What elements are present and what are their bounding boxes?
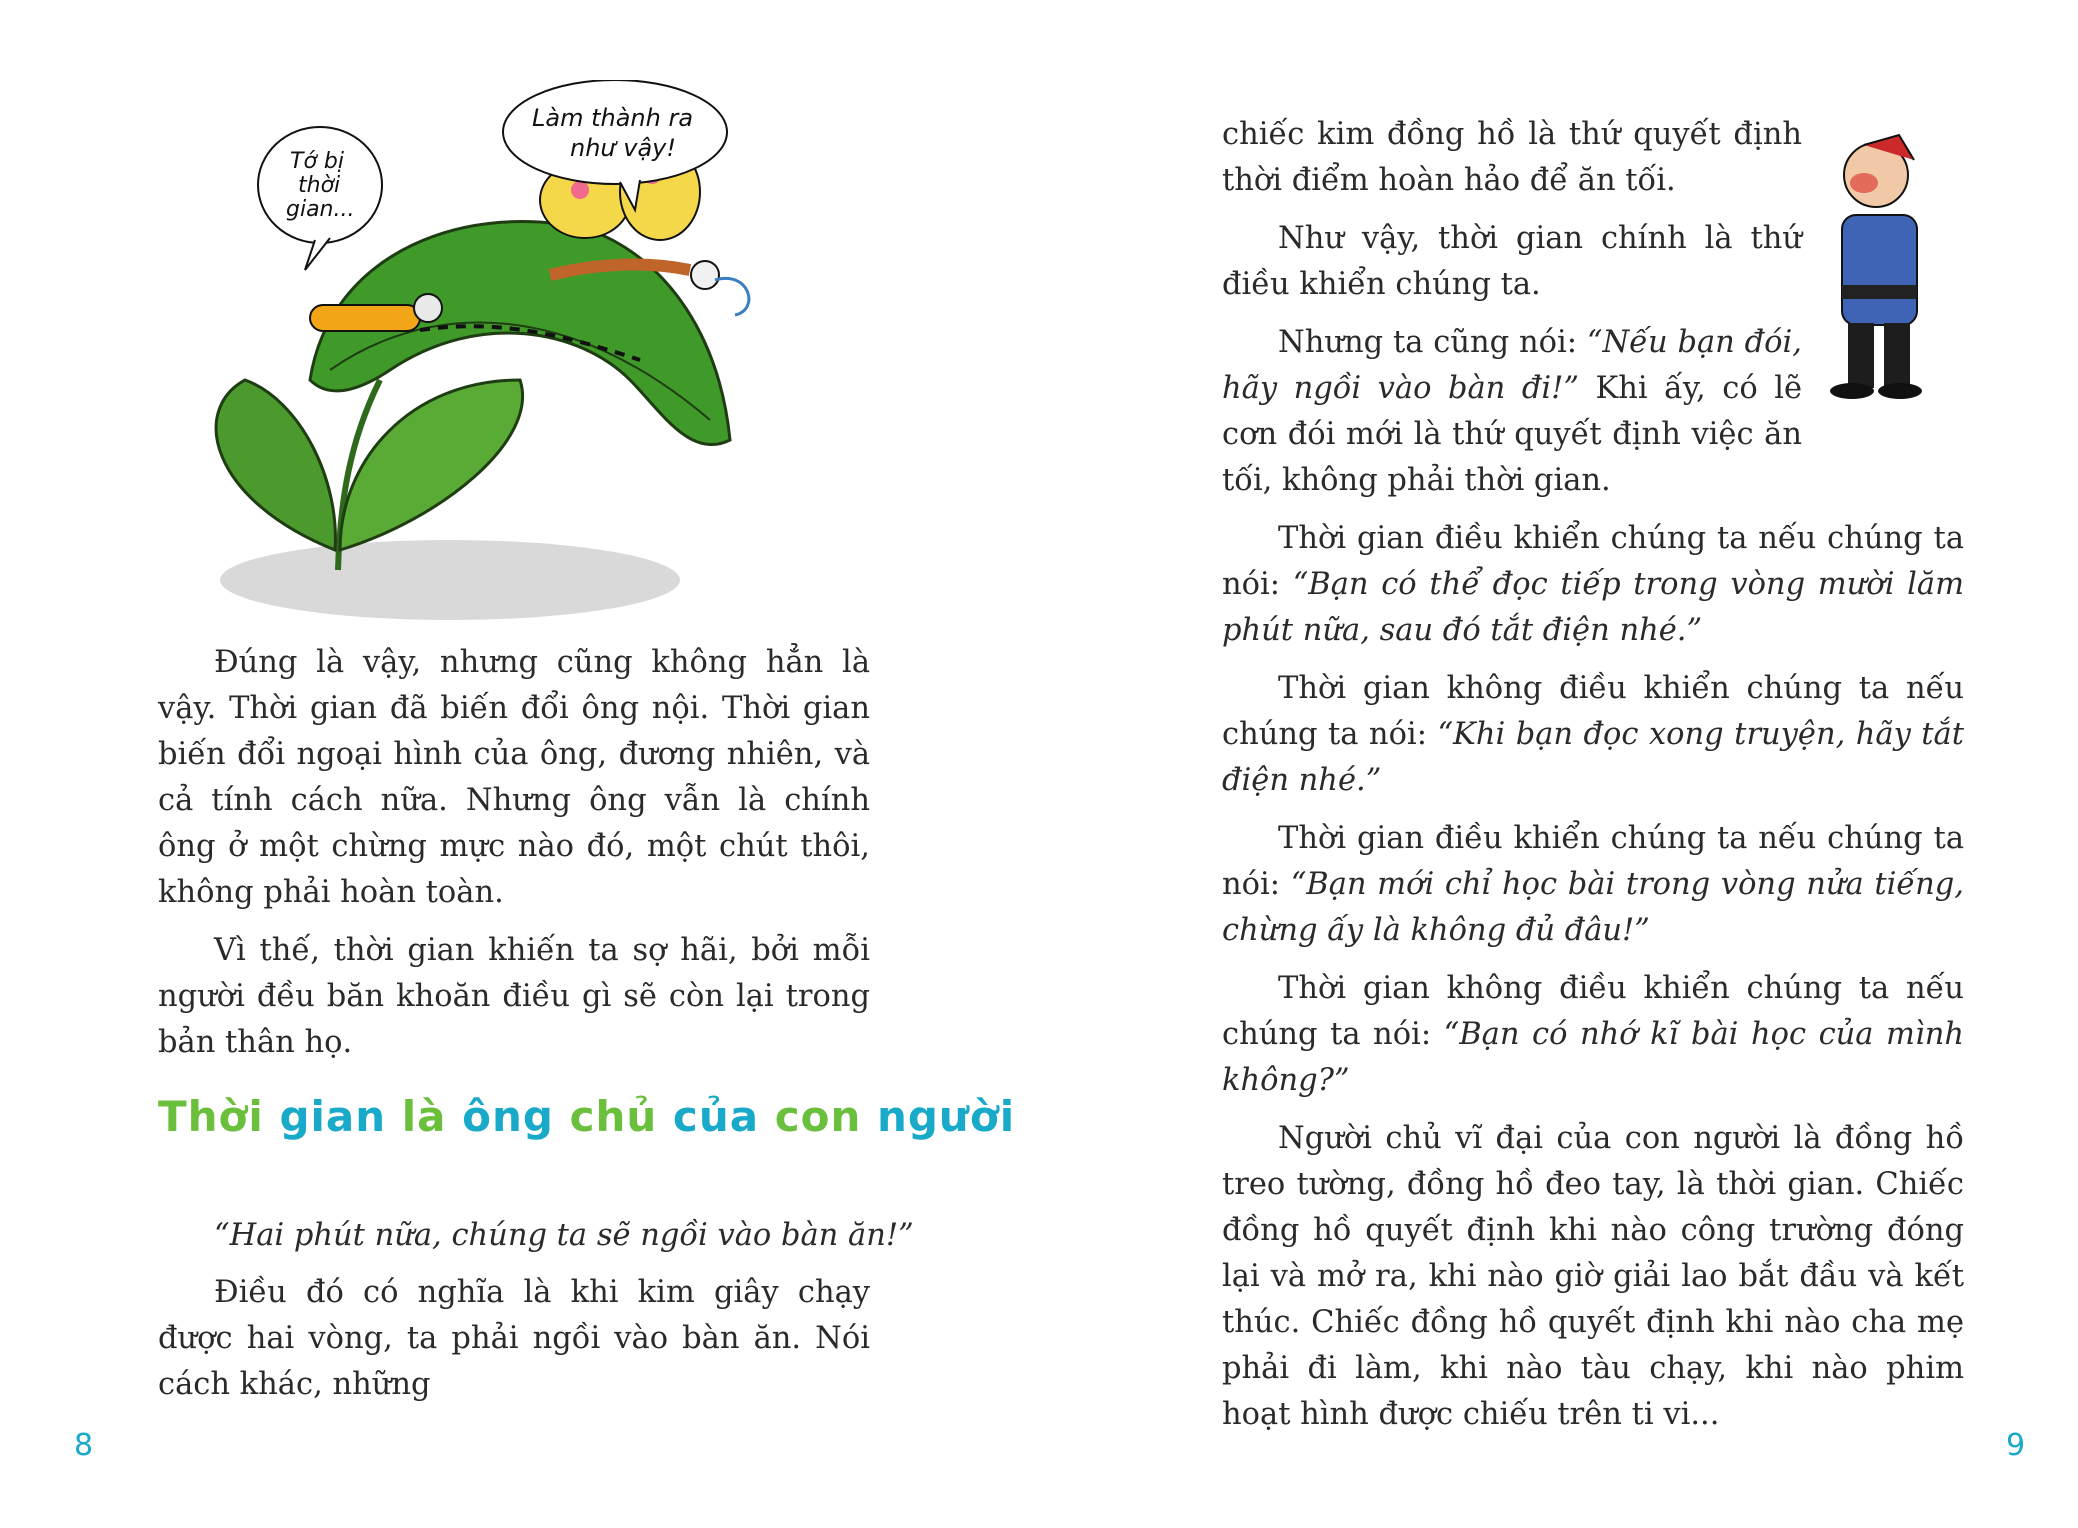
bubble-2-line-1: Làm thành ra (532, 104, 694, 132)
p4-quote: “Bạn có thể đọc tiếp trong vòng mười lăm phút nữa, sau đó tắt điện nhé.” (1222, 567, 1964, 648)
p7-quote: “Bạn có nhớ kĩ bài học của mình không?” (1222, 1017, 1964, 1098)
right-paragraph-5 (1222, 666, 1964, 804)
p6-quote: “Bạn mới chỉ học bài trong vòng nửa tiếng, chừng ấy là không đủ đâu!” (1222, 867, 1964, 948)
small-leaf-left (216, 380, 335, 550)
bubble-1-line-3: gian... (286, 197, 355, 222)
bubble-1-line-2: thời (298, 173, 341, 198)
p5-lead: Thời gian không điều khiển chúng ta nếu chúng ta nói: (1222, 671, 1964, 752)
leaf-caterpillar-butterfly-illustration (190, 80, 810, 640)
heading-word-5: chủ (569, 1092, 673, 1141)
speech-bubble-1 (258, 127, 382, 270)
left-paragraph-1: Đúng là vậy, nhưng cũng không hẳn là vậy. Thời gian đã biến đổi ông nội. Thời gian biến đổi ngoại hình của ông, đương nhiên, và cả tính cách nữa. Nhưng ông vẫn là chính ông ở một chừng mực nào đó, một chút thôi, không phải hoàn toàn. (158, 645, 870, 910)
page-number-left: 8 (74, 1428, 94, 1463)
right-body-text (1222, 112, 1964, 1438)
right-paragraph-7 (1222, 966, 1964, 1104)
left-body-text (158, 640, 870, 1066)
p4-lead: Thời gian điều khiển chúng ta nếu chúng ta nói: (1222, 521, 1964, 602)
section-heading (158, 1092, 1016, 1141)
quote-line: “Hai phút nữa, chúng ta sẽ ngồi vào bàn ăn!” (214, 1218, 914, 1253)
heading-word-8: người (876, 1092, 1016, 1141)
right-paragraph-6 (1222, 816, 1964, 954)
right-paragraph-4 (1222, 516, 1964, 654)
page-number-right: 9 (2006, 1428, 2026, 1463)
right-paragraph-8: Người chủ vĩ đại của con người là đồng hồ treo tường, đồng hồ đeo tay, là thời gian. Chiếc đồng hồ quyết định khi nào công trường đóng lại và mở ra, khi nào giờ giải lao bắt đầu và kết thúc. Chiếc đồng hồ quyết định khi nào cha mẹ phải đi làm, khi nào tàu chạy, khi nào phim hoạt hình được chiếu trên ti vi... (1222, 1121, 1964, 1432)
p6-lead: Thời gian điều khiển chúng ta nếu chúng ta nói: (1222, 821, 1964, 902)
right-page (1039, 0, 2078, 1528)
right-paragraph-1: chiếc kim đồng hồ là thứ quyết định thời điểm hoàn hảo để ăn tối. (1222, 117, 1802, 198)
heading-word-2: gian (279, 1092, 402, 1141)
p3-lead: Nhưng ta cũng nói: (1278, 325, 1587, 360)
left-paragraph-3: Điều đó có nghĩa là khi kim giây chạy được hai vòng, ta phải ngồi vào bàn ăn. Nói cách khác, những (158, 1275, 870, 1402)
right-paragraph-2: Như vậy, thời gian chính là thứ điều khiển chúng ta. (1222, 221, 1802, 302)
p7-lead: Thời gian không điều khiển chúng ta nếu chúng ta nói: (1222, 971, 1964, 1052)
heading-word-6: của (672, 1092, 775, 1141)
p3-rest: Khi ấy, có lẽ cơn đói mới là thứ quyết định việc ăn tối, không phải thời gian. (1222, 371, 1802, 498)
p3-quote: “Nếu bạn đói, hãy ngồi vào bàn đi!” (1222, 325, 1802, 406)
heading-word-7: con (774, 1092, 877, 1141)
bubble-1-line-1: Tớ bị (290, 149, 344, 174)
right-paragraph-3 (1222, 320, 1802, 504)
heading-word-3: là (401, 1092, 463, 1141)
p5-quote: “Khi bạn đọc xong truyện, hãy tắt điện nhé.” (1222, 717, 1964, 798)
heading-word-4: ông (462, 1092, 570, 1141)
left-body-text-2 (158, 1270, 870, 1408)
bubble-2-line-2: như vậy! (570, 134, 676, 162)
ground-shadow (220, 540, 680, 620)
heading-word-1: Thời (158, 1092, 280, 1141)
left-paragraph-2: Vì thế, thời gian khiến ta sợ hãi, bởi mỗi người đều băn khoăn điều gì sẽ còn lại trong bản thân họ. (158, 933, 870, 1060)
